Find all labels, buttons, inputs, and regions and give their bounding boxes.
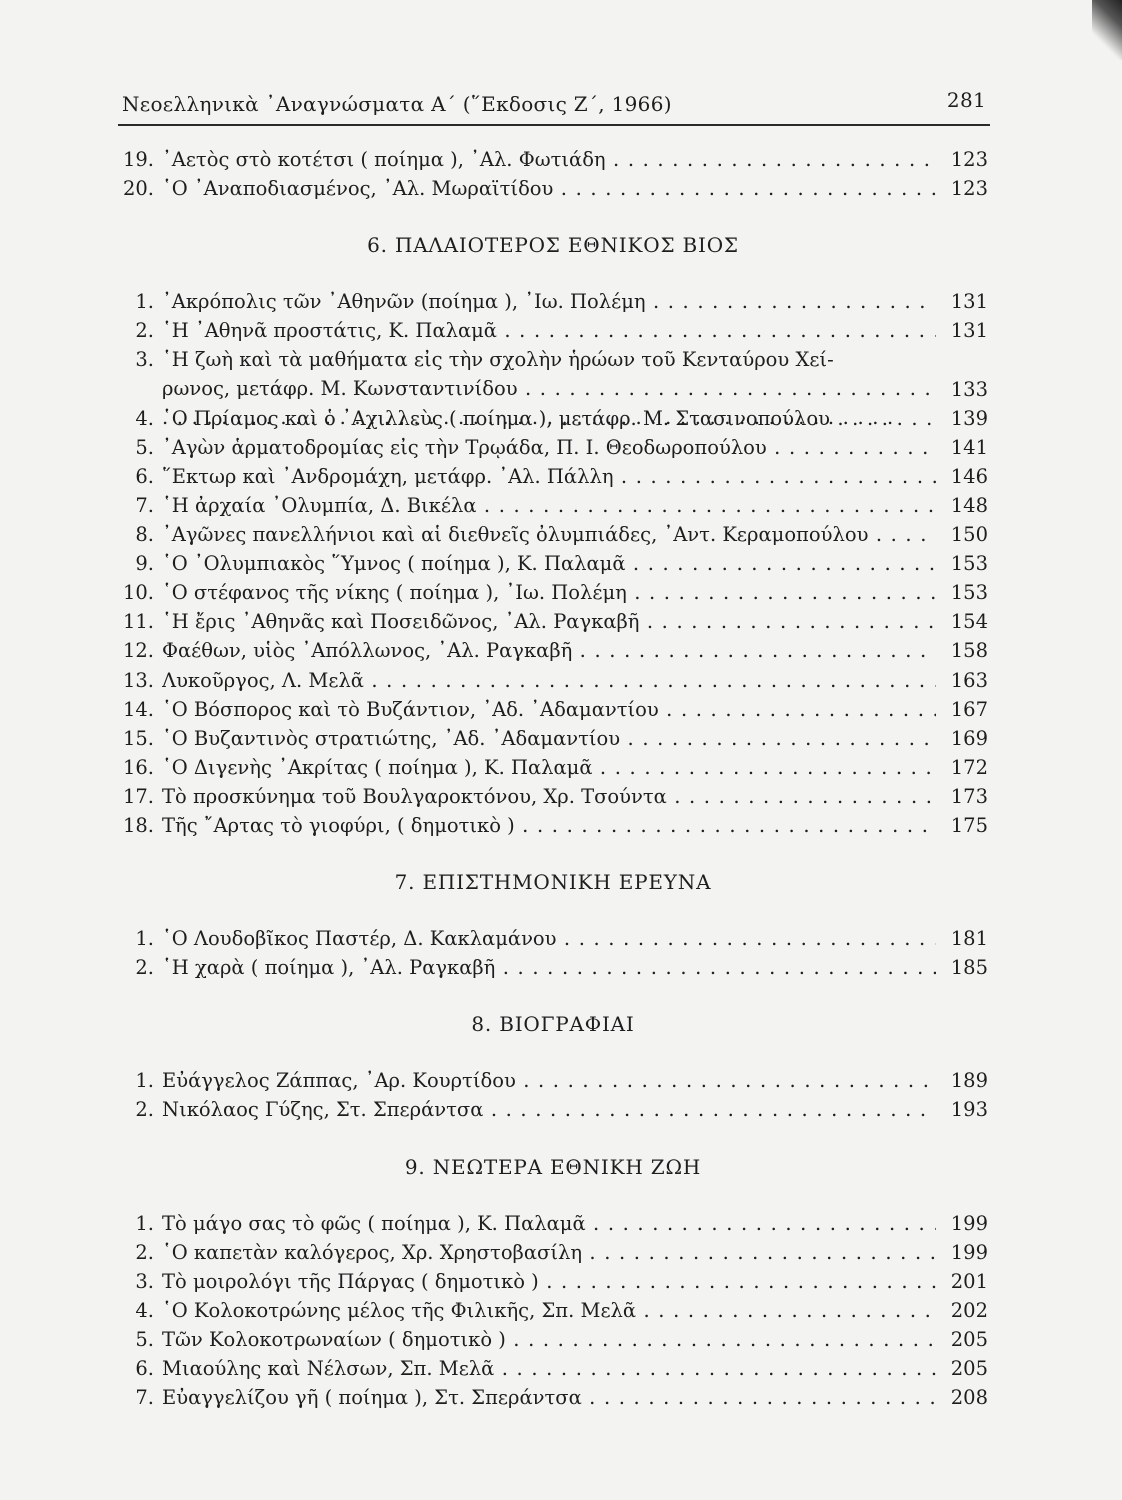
running-header [122, 86, 990, 120]
entry-number: 12. [122, 639, 154, 663]
entry-title: ᾿Ακρόπολις τῶν ᾿Αθηνῶν (ποίημα ), ᾿Ιω. Πολέμη . . . [162, 287, 936, 317]
entry-title: ῾Ο Βόσπορος καὶ τὸ Βυζάντιον, ᾿Αδ. ᾿Αδαμαντίου . . . [162, 695, 936, 725]
entry-number: 5. [135, 1327, 154, 1351]
entry-title: Φαέθων, υἱὸς ᾿Απόλλωνος, ᾿Αλ. Ραγκαβῆ . . . [162, 636, 936, 666]
entry-number: 1. [135, 1211, 154, 1235]
entry-page: 169 [950, 726, 988, 750]
entry-page: 202 [950, 1298, 988, 1322]
entry-page: 201 [950, 1269, 988, 1293]
entry-number: 18. [122, 814, 154, 837]
entry-page: 131 [950, 290, 988, 314]
entry-number: 20. [122, 177, 154, 201]
entry-number: 5. [135, 435, 154, 459]
toc-entry [118, 345, 988, 405]
header-rule [118, 124, 990, 126]
entry-page: 133 [950, 378, 988, 402]
entry-title: ῾Ο στέφανος τῆς νίκης ( ποίημα ), ᾿Ιω. Πολέμη . . . [162, 578, 936, 608]
entry-number: 2. [135, 956, 154, 980]
toc-entry [118, 1296, 988, 1326]
toc-entry [118, 1209, 988, 1239]
entry-page: 158 [950, 639, 988, 663]
entry-page: 131 [950, 319, 988, 343]
entry-number: 2. [135, 319, 154, 343]
toc-entry [118, 636, 988, 666]
entry-title: Τὸ μοιρολόγι τῆς Πάργας ( δημοτικὸ ) . . . [162, 1267, 936, 1297]
entry-page: 175 [950, 814, 988, 837]
toc-entry [118, 1383, 988, 1413]
entry-page: 208 [950, 1386, 988, 1410]
toc-entry [118, 578, 988, 608]
entry-title: Μιαούλης καὶ Νέλσων, Σπ. Μελᾶ . . . [162, 1354, 936, 1384]
toc-entry [118, 1354, 988, 1384]
entry-page: 199 [950, 1211, 988, 1235]
entry-page: 181 [950, 927, 988, 951]
entry-number: 8. [135, 523, 154, 546]
toc-entry [118, 607, 988, 637]
toc-entry [118, 491, 988, 521]
section-heading: 9. ΝΕΩΤΕΡΑ ΕΘΝΙΚΗ ΖΩΗ [404, 1154, 702, 1179]
entry-number: 1. [135, 290, 154, 314]
entry-title: Εὐαγγελίζου γῆ ( ποίημα ), Στ. Σπεράντσα . . . [162, 1383, 936, 1413]
entry-number: 4. [135, 406, 154, 430]
entry-page: 123 [950, 148, 988, 171]
entry-number: 13. [122, 668, 154, 692]
toc-entry [118, 520, 988, 550]
entry-title: ῾Η ἀρχαία ᾿Ολυμπία, Δ. Βικέλα . . . [162, 491, 936, 521]
entry-number: 17. [122, 784, 154, 808]
entry-number: 1. [135, 1069, 154, 1093]
entry-page: 205 [950, 1327, 988, 1351]
entry-number: 2. [135, 1098, 154, 1122]
entry-title: ῾Η ἔρις ᾿Αθηνᾶς καὶ Ποσειδῶνος, ᾿Αλ. Ραγκαβῆ . . . [162, 607, 936, 637]
entry-title: ῾Ο Πρίαμος καὶ ὁ ᾿Αχιλλεὺς ( ποίημα ), μετάφρ. Μ. Στασινοπούλου . . . [162, 404, 936, 434]
entry-number: 10. [122, 581, 154, 605]
toc-entry [118, 174, 988, 204]
toc-entry [118, 462, 988, 492]
toc-entry [118, 287, 988, 317]
entry-title: ῾Η ᾿Αθηνᾶ προστάτις, Κ. Παλαμᾶ . . . [162, 316, 936, 346]
toc-entry [118, 1238, 988, 1268]
toc-entry [118, 953, 988, 983]
entry-number: 2. [135, 1240, 154, 1264]
entry-page: 173 [950, 784, 988, 808]
entry-title: Εὐάγγελος Ζάππας, ᾿Αρ. Κουρτίδου . . . [162, 1066, 936, 1096]
toc-entry [118, 1095, 988, 1125]
entry-number: 6. [135, 1357, 154, 1380]
toc-entry [118, 404, 988, 434]
entry-number: 3. [135, 1269, 154, 1293]
section-heading: 6. ΠΑΛΑΙΟΤΕΡΟΣ ΕΘΝΙΚΟΣ ΒΙΟΣ [367, 233, 739, 258]
entry-page: 167 [950, 697, 988, 721]
entry-number: 11. [122, 610, 154, 634]
entry-page: 146 [950, 464, 988, 488]
entry-number: 15. [122, 726, 154, 750]
entry-title-line2: ρωνος, μετάφρ. Μ. Κωνσταντινίδου [162, 377, 518, 401]
entry-page: 163 [950, 668, 988, 692]
entry-page: 123 [950, 177, 988, 201]
entry-number: 6. [135, 464, 154, 488]
entry-title: ῾Ο ᾿Ολυμπιακὸς ῞Υμνος ( ποίημα ), Κ. Παλαμᾶ . . . [162, 549, 936, 579]
entry-page: 172 [950, 755, 988, 779]
toc-entry [118, 316, 988, 346]
section-heading: 8. ΒΙΟΓΡΑΦΙΑΙ [471, 1012, 635, 1037]
entry-page: 141 [950, 435, 988, 459]
entry-title: ῾Ο Βυζαντινὸς στρατιώτης, ᾿Αδ. ᾿Αδαμαντίου . . . [162, 724, 936, 754]
entry-title: ῾Ο Κολοκοτρώνης μέλος τῆς Φιλικῆς, Σπ. Μελᾶ . . . [162, 1296, 936, 1326]
toc-entry [118, 666, 988, 696]
entry-title: ᾿Αετὸς στὸ κοτέτσι ( ποίημα ), ᾿Αλ. Φωτιάδη . . . [162, 145, 936, 175]
entry-number: 7. [135, 493, 154, 517]
entry-number: 1. [135, 927, 154, 951]
entry-title: Τῶν Κολοκοτρωναίων ( δημοτικὸ ) . . . [162, 1325, 936, 1355]
book-title: Νεοελληνικὰ ᾿Αναγνώσματα Α΄ (῞Εκδοσις Ζ΄, 1966) [122, 92, 672, 116]
entry-number: 9. [135, 552, 154, 576]
entry-page: 153 [950, 581, 988, 605]
toc-entry [118, 549, 988, 579]
entry-title: Τὸ μάγο σας τὸ φῶς ( ποίημα ), Κ. Παλαμᾶ . . . [162, 1209, 936, 1239]
toc-entry [118, 1066, 988, 1096]
page-number: 281 [946, 88, 986, 112]
toc-entry [118, 1325, 988, 1355]
entry-page: 153 [950, 552, 988, 576]
entry-page: 185 [950, 956, 988, 980]
entry-title: Τῆς ῎Αρτας τὸ γιοφύρι, ( δημοτικὸ ) . . . [162, 811, 936, 841]
entry-number: 4. [135, 1298, 154, 1322]
toc-entry [118, 695, 988, 725]
toc-entry [118, 924, 988, 954]
entry-number: 7. [135, 1386, 154, 1410]
entry-title: ῾Ο καπετὰν καλόγερος, Χρ. Χρηστοβασίλη . . . [162, 1238, 936, 1268]
entry-number: 3. [135, 348, 154, 372]
entry-page: 189 [950, 1069, 988, 1093]
entry-page: 193 [950, 1098, 988, 1122]
entry-page: 139 [950, 406, 988, 430]
toc-entry [118, 433, 988, 463]
entry-page: 148 [950, 493, 988, 517]
toc-entry [118, 724, 988, 754]
entry-page: 199 [950, 1240, 988, 1264]
entry-title: ῾Ο Διγενὴς ᾿Ακρίτας ( ποίημα ), Κ. Παλαμᾶ . . . [162, 753, 936, 783]
entry-title: ῾Ο ᾿Αναποδιασμένος, ᾿Αλ. Μωραϊτίδου . . . [162, 174, 936, 204]
toc-entry [118, 1267, 988, 1297]
entry-number: 16. [122, 755, 154, 779]
entry-page: 154 [950, 610, 988, 634]
entry-title: ῾Ο Λουδοβῖκος Παστέρ, Δ. Κακλαμάνου . . . [162, 924, 936, 954]
entry-number: 14. [122, 697, 154, 721]
page-corner-shadow [1092, 0, 1122, 60]
entry-number: 19. [122, 148, 154, 171]
toc-entry [118, 145, 988, 175]
entry-title: ῞Εκτωρ καὶ ᾿Ανδρομάχη, μετάφρ. ᾿Αλ. Πάλλη . . . [162, 462, 936, 492]
toc-entry [118, 753, 988, 783]
section-heading: 7. ΕΠΙΣΤΗΜΟΝΙΚΗ ΕΡΕΥΝΑ [394, 870, 712, 895]
toc-entry [118, 811, 988, 841]
entry-page: 205 [950, 1357, 988, 1380]
toc-entry [118, 782, 988, 812]
entry-title: Τὸ προσκύνημα τοῦ Βουλγαροκτόνου, Χρ. Τσούντα . . . [162, 782, 936, 812]
entry-title: ῾Η χαρὰ ( ποίημα ), ᾿Αλ. Ραγκαβῆ . . . [162, 953, 936, 983]
entry-title-line1: ῾Η ζωὴ καὶ τὰ μαθήματα εἰς τὴν σχολὴν ἡρώων τοῦ Κενταύρου Χεί- [162, 348, 834, 372]
entry-title: ᾿Αγῶνες πανελλήνιοι καὶ αἱ διεθνεῖς ὀλυμπιάδες, ᾿Αντ. Κεραμοπούλου . . . [162, 520, 936, 550]
entry-title: Νικόλαος Γύζης, Στ. Σπεράντσα . . . [162, 1095, 936, 1125]
entry-title: ᾿Αγὼν ἁρματοδρομίας εἰς τὴν Τρῳάδα, Π. Ι. Θεοδωροπούλου . . . [162, 433, 936, 463]
entry-title: Λυκοῦργος, Λ. Μελᾶ . . . [162, 666, 936, 696]
entry-page: 150 [950, 523, 988, 546]
